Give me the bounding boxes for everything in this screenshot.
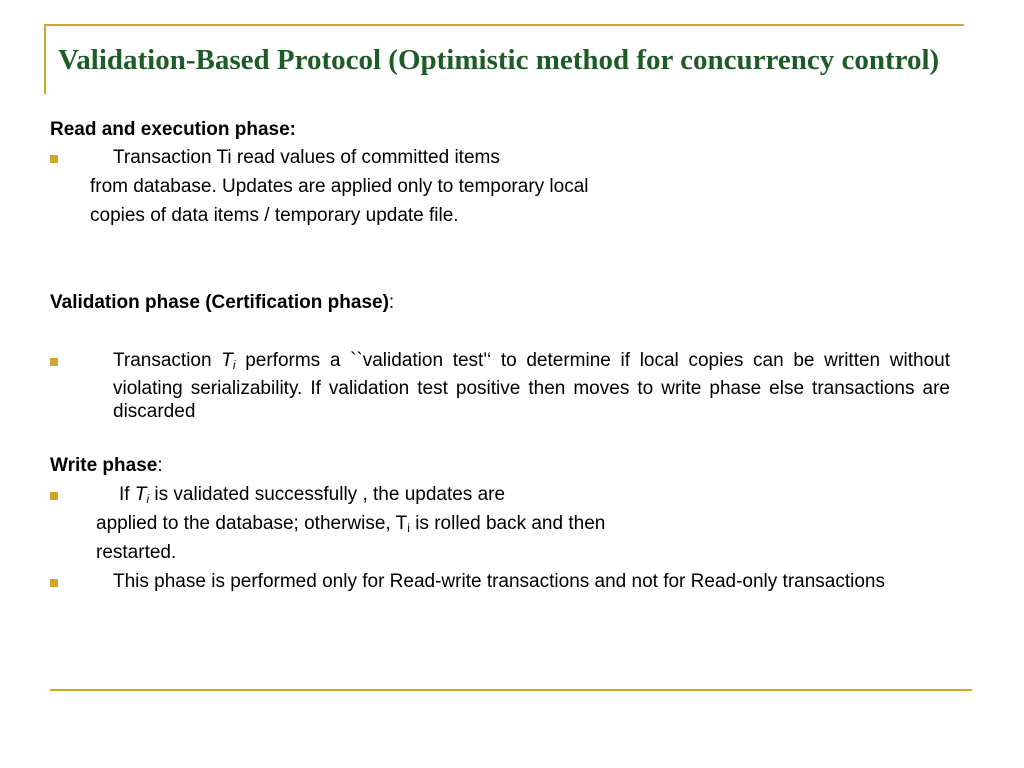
read-phase-text-line: copies of data items / temporary update file. <box>90 205 459 226</box>
bullet-square-icon <box>50 579 58 587</box>
text-fragment: is rolled back and then <box>409 513 606 534</box>
ti-symbol: T <box>221 350 233 371</box>
write-phase-bullet-text: This phase is performed only for Read-write transactions and not for Read-only transactions <box>113 571 885 592</box>
write-phase-heading: Write phase <box>50 455 158 476</box>
ti-subscript: i <box>146 492 150 506</box>
heading-colon: : <box>388 292 395 313</box>
write-phase-text-line <box>96 512 605 540</box>
write-phase-bullet-text <box>119 483 505 511</box>
write-phase-heading-line <box>50 454 163 477</box>
text-fragment: performs a ``validation test'‘ to determine if local copies can be written without violating serializability. If validation test positive then moves to write phase else transactions are discarded <box>113 350 951 422</box>
bullet-square-icon <box>50 155 58 163</box>
validation-phase-heading-line <box>50 291 394 314</box>
ti-symbol: T <box>134 484 147 505</box>
bullet-square-icon <box>50 358 58 366</box>
ti-subscript: i <box>407 521 410 535</box>
write-phase-text-line: restarted. <box>96 542 177 563</box>
decorative-left-rule <box>44 24 46 94</box>
validation-phase-bullet-text <box>113 349 950 423</box>
ti-subscript: i <box>232 358 236 372</box>
text-fragment: applied to the database; otherwise, T <box>96 513 408 534</box>
read-phase-heading: Read and execution phase: <box>50 119 297 140</box>
text-fragment: Transaction <box>113 350 222 371</box>
text-fragment: is validated successfully , the updates are <box>149 484 506 505</box>
heading-colon: : <box>157 455 163 476</box>
validation-phase-heading: Validation phase (Certification phase) <box>50 292 389 313</box>
read-phase-text-line: from database. Updates are applied only to temporary local <box>90 176 589 197</box>
read-phase-bullet-text: Transaction Ti read values of committed items <box>113 147 500 168</box>
bullet-square-icon <box>50 492 58 500</box>
slide-title: Validation-Based Protocol (Optimistic method for concurrency control) <box>58 44 940 76</box>
decorative-top-rule <box>44 24 964 26</box>
text-fragment: If <box>119 484 135 505</box>
decorative-bottom-rule <box>50 689 972 691</box>
